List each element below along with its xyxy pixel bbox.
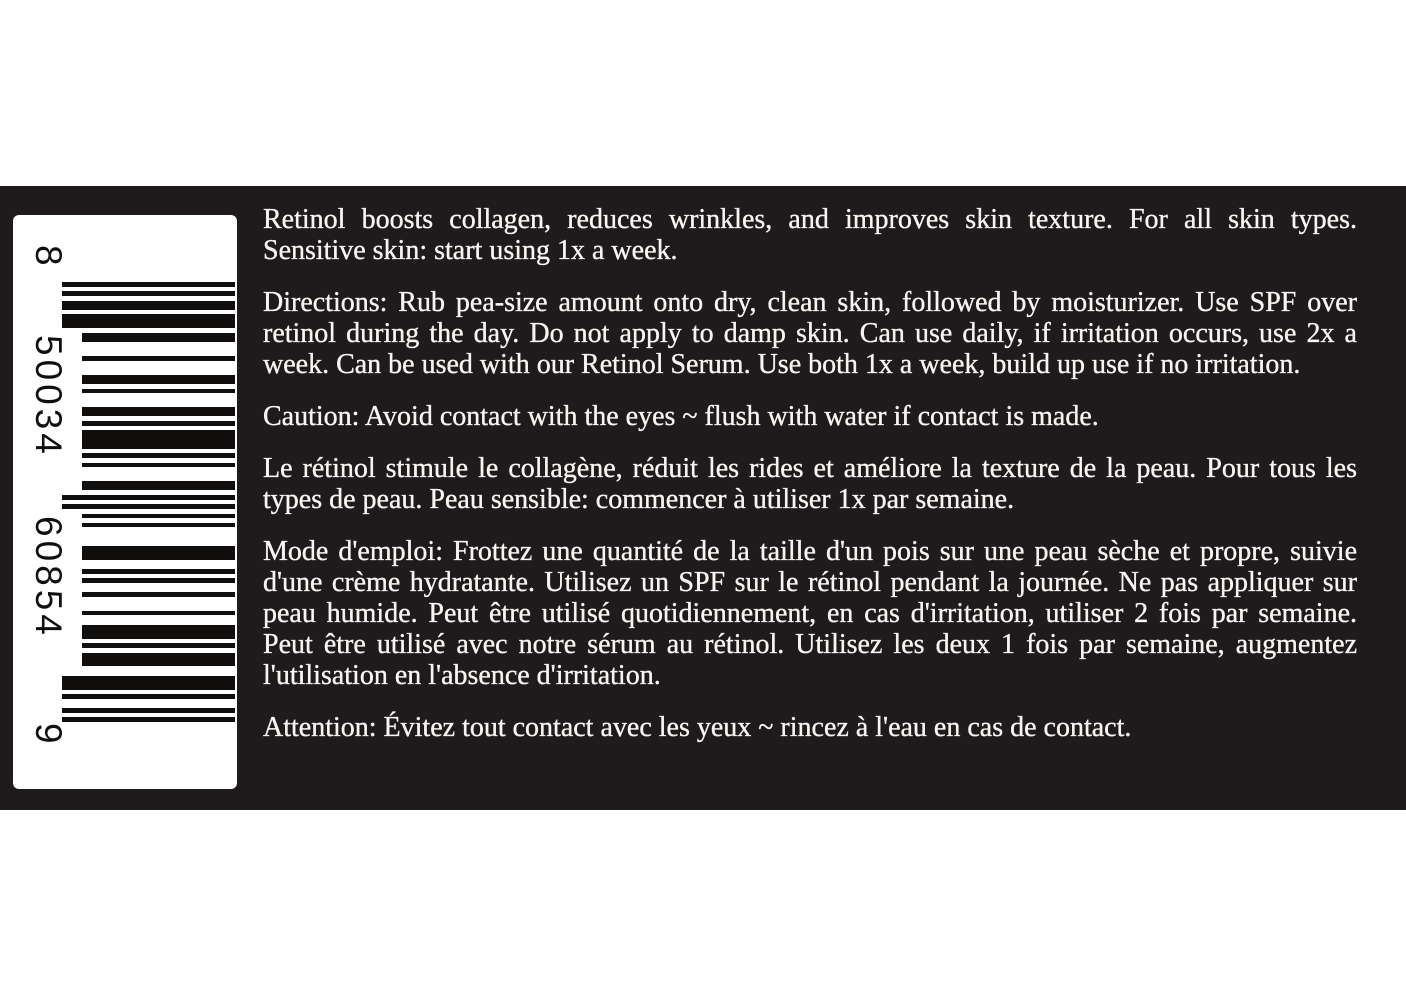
barcode-digit-group-1: 8: [28, 245, 69, 270]
barcode-digit-group-4: 9: [28, 723, 69, 748]
label-text-column: [0, 186, 1406, 810]
paragraph-en-directions: Directions: Rub pea-size amount onto dry, clean skin, followed by moisturizer. Use SPF over retinol during the day. Do not apply to damp skin. Can use daily, if irritation occurs, use 2x a week. Can be used with our Retinol Serum. Use both 1x a week, build up use if no irritation.: [263, 287, 1357, 380]
barcode-digit-group-3: 60854: [28, 516, 69, 639]
paragraph-en-intro: Retinol boosts collagen, reduces wrinkles, and improves skin texture. For all skin types. Sensitive skin: start using 1x a week.: [263, 204, 1357, 266]
paragraph-fr-directions: Mode d'emploi: Frottez une quantité de la taille d'un pois sur une peau sèche et propre, suivie d'une crème hydratante. Utilisez un SPF sur le rétinol pendant la journée. Ne pas appliquer sur peau humide. Peut être utilisé quotidiennement, en cas d'irritation, utiliser 2 fois par semaine. Peut être utilisé avec notre sérum au rétinol. Utilisez les deux 1 fois par semaine, augmentez l'utilisation en l'absence d'irritation.: [263, 536, 1357, 691]
product-label: [0, 186, 1406, 810]
barcode-digit-group-2: 50034: [28, 335, 69, 458]
paragraph-fr-caution: Attention: Évitez tout contact avec les yeux ~ rincez à l'eau en cas de contact.: [263, 712, 1132, 743]
paragraph-en-caution: Caution: Avoid contact with the eyes ~ flush with water if contact is made.: [263, 401, 1099, 432]
paragraph-fr-intro: Le rétinol stimule le collagène, réduit les rides et améliore la texture de la peau. Pour tous les types de peau. Peau sensible: commencer à utiliser 1x par semaine.: [263, 453, 1357, 515]
